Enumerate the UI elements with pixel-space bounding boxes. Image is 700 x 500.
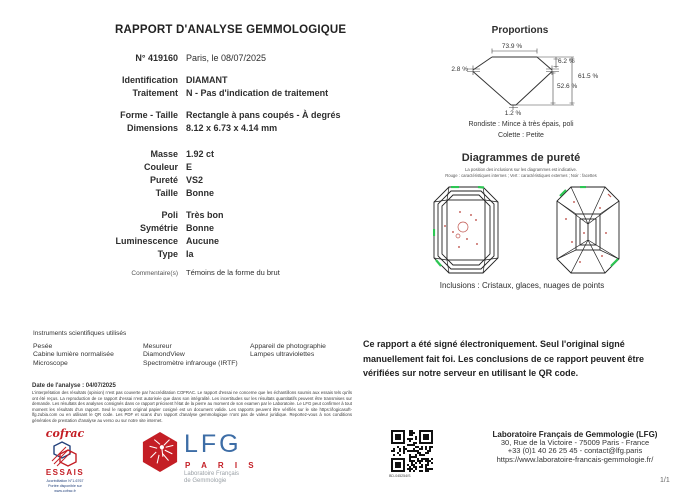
spec-label: Symétrie xyxy=(139,223,178,233)
instruments-column-1 xyxy=(33,343,143,368)
instrument-item: Appareil de photographie xyxy=(250,343,326,350)
cofrac-wordmark: cofrac xyxy=(45,427,85,440)
spec-row-luminescence xyxy=(30,236,375,249)
spec-row-type xyxy=(30,249,375,262)
lfg-hexagon-icon xyxy=(141,431,179,473)
purity-caption-2: Rouge : caractéristiques internes ; Vert : caractéristiques externes ; Noir : facettes xyxy=(445,173,597,178)
lab-website: https://www.laboratoire-francais-gemmologie.fr/ xyxy=(496,454,654,464)
crown-percent: 6.2 % xyxy=(558,58,575,65)
pavilion-percent: 52.6 % xyxy=(557,83,578,90)
spec-value: Bonne xyxy=(186,223,214,233)
purity-diagram-pavilion xyxy=(556,186,620,274)
spec-label: Pureté xyxy=(149,175,178,185)
report-date-place: Paris, le 08/07/2025 xyxy=(186,53,267,63)
spec-value: Ia xyxy=(186,249,194,259)
lab-contact-block xyxy=(458,430,692,464)
spec-label: Traitement xyxy=(132,88,178,98)
spec-value: E xyxy=(186,162,193,172)
spec-value: Rectangle à pans coupés - À degrés xyxy=(186,110,341,120)
analysis-date: Date de l'analyse : 04/07/2025 xyxy=(32,383,116,389)
spec-row-commentaire xyxy=(30,268,375,281)
purity-caption-1: La position des inclusions sur les diagrammes est indicative. xyxy=(465,167,577,172)
spec-row-forme xyxy=(30,110,375,123)
lfg-city: P A R I S xyxy=(185,461,259,470)
spec-row-purete xyxy=(30,175,375,188)
table-percent: 73.9 % xyxy=(501,43,523,50)
inclusions-text: Inclusions : Cristaux, glaces, nuages de points xyxy=(439,281,605,290)
spec-label: Luminescence xyxy=(115,236,178,246)
spec-value: N - Pas d'indication de traitement xyxy=(186,88,329,98)
spec-value: Bonne xyxy=(186,188,214,198)
spec-label: Poli xyxy=(161,210,178,220)
instruments-section xyxy=(33,330,363,368)
cofrac-accreditation: Accréditation N°1-6767 xyxy=(46,479,84,483)
girdle-percent: 2.8 % xyxy=(451,66,468,73)
spec-row-dimensions xyxy=(30,123,375,136)
instrument-item: Spectromètre infrarouge (IRTF) xyxy=(143,359,238,367)
purity-diagram-crown xyxy=(433,186,499,274)
cofrac-essais-label: ESSAIS xyxy=(45,468,85,477)
spec-label: Masse xyxy=(150,149,178,159)
lfg-wordmark: LFG xyxy=(184,430,242,458)
spec-label: Taille xyxy=(155,188,178,198)
culet-description: Colette : Petite xyxy=(498,132,544,139)
total-depth-percent: 61.5 % xyxy=(578,73,599,80)
lab-address: 30, Rue de la Victoire - 75009 Paris - France xyxy=(500,438,650,447)
spec-value: Très bon xyxy=(186,210,224,220)
spec-label: Type xyxy=(157,249,178,259)
lfg-subtitle-1: Laboratoire Français xyxy=(184,471,240,477)
lab-phone-email: +33 (0)1 40 26 25 45 - contact@lfg.paris xyxy=(507,446,643,456)
spec-label: Identification xyxy=(122,75,178,85)
spec-value: 1.92 ct xyxy=(186,149,215,159)
spec-row-number xyxy=(30,53,375,66)
spec-row-taille xyxy=(30,188,375,201)
girdle-description: Rondiste : Mince à très épais, poli xyxy=(468,121,574,128)
spec-value: VS2 xyxy=(186,175,204,185)
page-title: RAPPORT D'ANALYSE GEMMOLOGIQUE xyxy=(115,24,347,36)
spec-value: Aucune xyxy=(186,236,220,246)
spec-row-traitement xyxy=(30,88,375,101)
spec-row-identification xyxy=(30,75,375,88)
spec-row-couleur xyxy=(30,162,375,175)
culet-percent: 1.2 % xyxy=(504,110,522,117)
instruments-title: Instruments scientifiques utilisés xyxy=(33,330,127,337)
report-number: N° 419160 xyxy=(135,53,178,63)
lfg-subtitle-2: de Gemmologie xyxy=(184,478,227,484)
spec-label: Couleur xyxy=(143,162,178,172)
signature-note: Ce rapport a été signé électroniquement. Seul l'original signé manuellement fait foi. Les conclusions de ce rapport peuvent être vérifiées sur notre serveur en utilisant le QR code. xyxy=(363,339,645,378)
spec-row-poli xyxy=(30,210,375,223)
qr-reference: BD-045254/S xyxy=(389,474,411,478)
instrument-item: Cabine lumière normalisée xyxy=(33,351,114,359)
purity-title: Diagrammes de pureté xyxy=(461,152,581,164)
spec-value: 8.12 x 6.73 x 4.14 mm xyxy=(186,123,278,133)
spec-label: Commentaire(s) xyxy=(131,270,178,277)
instrument-item: Pesée xyxy=(33,343,53,350)
instrument-item: Lampes ultraviolettes xyxy=(250,351,315,359)
cofrac-site: www.cofrac.fr xyxy=(54,489,76,493)
spec-label: Dimensions xyxy=(126,123,178,133)
instruments-column-2 xyxy=(143,343,250,368)
spec-label: Forme - Taille xyxy=(120,110,178,120)
cofrac-logo xyxy=(34,427,96,494)
lab-name: Laboratoire Français de Gemmologie (LFG) xyxy=(492,430,658,439)
proportions-diagram xyxy=(450,42,600,120)
instrument-item: Microscope xyxy=(33,359,68,367)
spec-value: Témoins de la forme du brut xyxy=(186,268,280,277)
legal-disclaimer: L'interprétation des résultats (opinion) n'est pas couverte par l'accréditation COFRAC. Le rapport d'essai ne concerne que les échantillons soumis aux essais tels qu'ils ont été reçus. La reproduction de ce rapport d'essai n'est autorisée que dans son intégralité. Les incertitudes sur les résultats quantitatifs peuvent être transmises sur demande. Les résultats des analyses consignés dans ce rapport précisent l'état de la pierre au moment de son examen par le Laboratoire. Le LFG peut confirmer à tout moment les résultats d'un rapport. Seul le rapport original papier cosigné est un document valide. Les rapports peuvent être vérifiés sur le site https://logicasoft-lfg.zubia.com ou en utilisant le QR code. Les PDF et scans d'un rapport d'analyse gemmologique n'ont pas de valeur juridique. Reportez-vous à nos conditions générales de prestation d'analyse au verso ou sur notre site internet. xyxy=(32,390,352,423)
qr-code xyxy=(390,429,434,473)
instrument-item: Mesureur xyxy=(143,343,172,350)
spec-row-symetrie xyxy=(30,223,375,236)
proportions-title: Proportions xyxy=(491,25,549,36)
instruments-column-3 xyxy=(250,343,355,368)
cofrac-hexagons-icon xyxy=(50,441,80,467)
cofrac-portee: Portée disponible sur xyxy=(48,484,82,488)
spec-value: DIAMANT xyxy=(186,75,228,85)
page-number: 1/1 xyxy=(660,477,670,484)
spec-row-masse xyxy=(30,149,375,162)
instrument-item: DiamondView xyxy=(143,351,185,359)
spec-table xyxy=(30,53,375,281)
